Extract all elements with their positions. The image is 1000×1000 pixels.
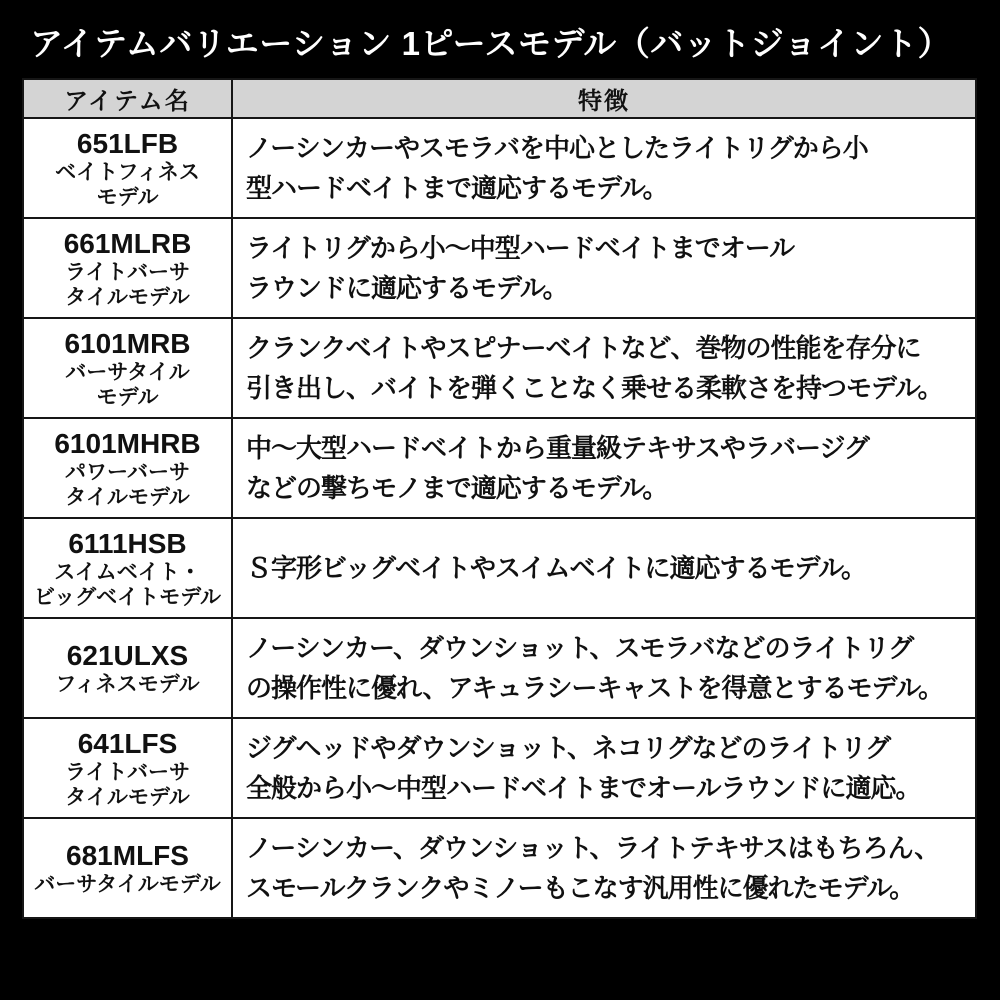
feature-line: ラウンドに適応するモデル。	[246, 273, 568, 303]
item-name-cell	[24, 319, 233, 417]
table-row	[24, 217, 975, 317]
table-row	[24, 117, 975, 217]
feature-line: 型ハードベイトまで適応するモデル。	[246, 173, 668, 203]
feature-line: 引き出し、バイトを弾くことなく乗せる柔軟さを持つモデル。	[246, 373, 943, 403]
feature-line: ジグヘッドやダウンショット、ネコリグなどのライトリグ	[246, 733, 891, 763]
item-code: 621ULXS	[66, 640, 189, 671]
item-name-cell	[24, 419, 233, 517]
item-name-line: タイルモデル	[65, 485, 190, 509]
feature-line: ノーシンカー、ダウンショット、スモラバなどのライトリグ	[246, 633, 914, 663]
feature-cell	[233, 719, 975, 817]
table-row	[24, 417, 975, 517]
item-code: 641LFS	[77, 727, 178, 759]
item-name-cell	[24, 719, 233, 817]
spec-table	[22, 78, 977, 919]
item-code: 681MLFS	[66, 840, 189, 871]
table-row	[24, 717, 975, 817]
item-name-line: ベイトフィネス	[55, 160, 200, 184]
item-name-cell	[24, 619, 233, 717]
item-code: 6101MHRB	[54, 427, 201, 459]
item-name-line: モデル	[96, 185, 159, 209]
feature-line: スモールクランクやミノーもこなす汎用性に優れたモデル。	[246, 873, 915, 903]
feature-cell	[233, 519, 975, 617]
header-feature: 特徴	[578, 88, 630, 115]
item-name-cell	[24, 819, 233, 917]
table-row	[24, 517, 975, 617]
item-name-line: バーサタイル	[65, 360, 190, 384]
feature-cell	[233, 319, 975, 417]
feature-line: などの撃ちモノまで適応するモデル。	[246, 473, 668, 503]
feature-line: ノーシンカー、ダウンショット、ライトテキサスはもちろん、	[246, 833, 940, 863]
feature-cell	[233, 619, 975, 717]
item-name-cell	[24, 519, 233, 617]
feature-line: Ｓ字形ビッグベイトやスイムベイトに適応するモデル。	[246, 553, 867, 583]
feature-line: 全般から小～中型ハードベイトまでオールラウンドに適応。	[246, 773, 921, 803]
item-name-line: パワーバーサ	[65, 460, 190, 484]
item-name-line: ビッグベイトモデル	[33, 585, 222, 609]
feature-line: ノーシンカーやスモラバを中心としたライトリグから小	[246, 133, 868, 163]
header-item-name: アイテム名	[24, 80, 233, 117]
feature-cell	[233, 119, 975, 217]
feature-cell	[233, 219, 975, 317]
table-row	[24, 317, 975, 417]
item-name-line: ライトバーサ	[65, 260, 190, 284]
feature-line: 中～大型ハードベイトから重量級テキサスやラバージグ	[246, 433, 869, 463]
page-title: アイテムバリエーション 1ピースモデル（バットジョイント）	[30, 25, 952, 62]
feature-cell	[233, 819, 975, 917]
table-row	[24, 617, 975, 717]
item-name-line: スイムベイト・	[54, 560, 201, 584]
feature-line: ライトリグから小～中型ハードベイトまでオール	[246, 233, 795, 263]
feature-line: クランクベイトやスピナーベイトなど、巻物の性能を存分に	[246, 333, 921, 363]
table-header-row	[24, 80, 975, 117]
feature-cell	[233, 419, 975, 517]
feature-line: の操作性に優れ、アキュラシーキャストを得意とするモデル。	[246, 673, 944, 703]
item-name-line: モデル	[96, 385, 159, 409]
item-name-line: ライトバーサ	[65, 760, 190, 784]
item-code: 6101MRB	[64, 327, 191, 359]
item-name-line: フィネスモデル	[55, 673, 200, 696]
table-row	[24, 817, 975, 917]
item-code: 661MLRB	[63, 227, 192, 259]
item-name-line: タイルモデル	[65, 285, 190, 309]
item-name-cell	[24, 219, 233, 317]
item-code: 6111HSB	[68, 527, 187, 559]
item-name-line: バーサタイルモデル	[34, 873, 221, 896]
item-name-cell	[24, 119, 233, 217]
item-code: 651LFB	[76, 127, 179, 159]
item-name-line: タイルモデル	[65, 785, 190, 809]
